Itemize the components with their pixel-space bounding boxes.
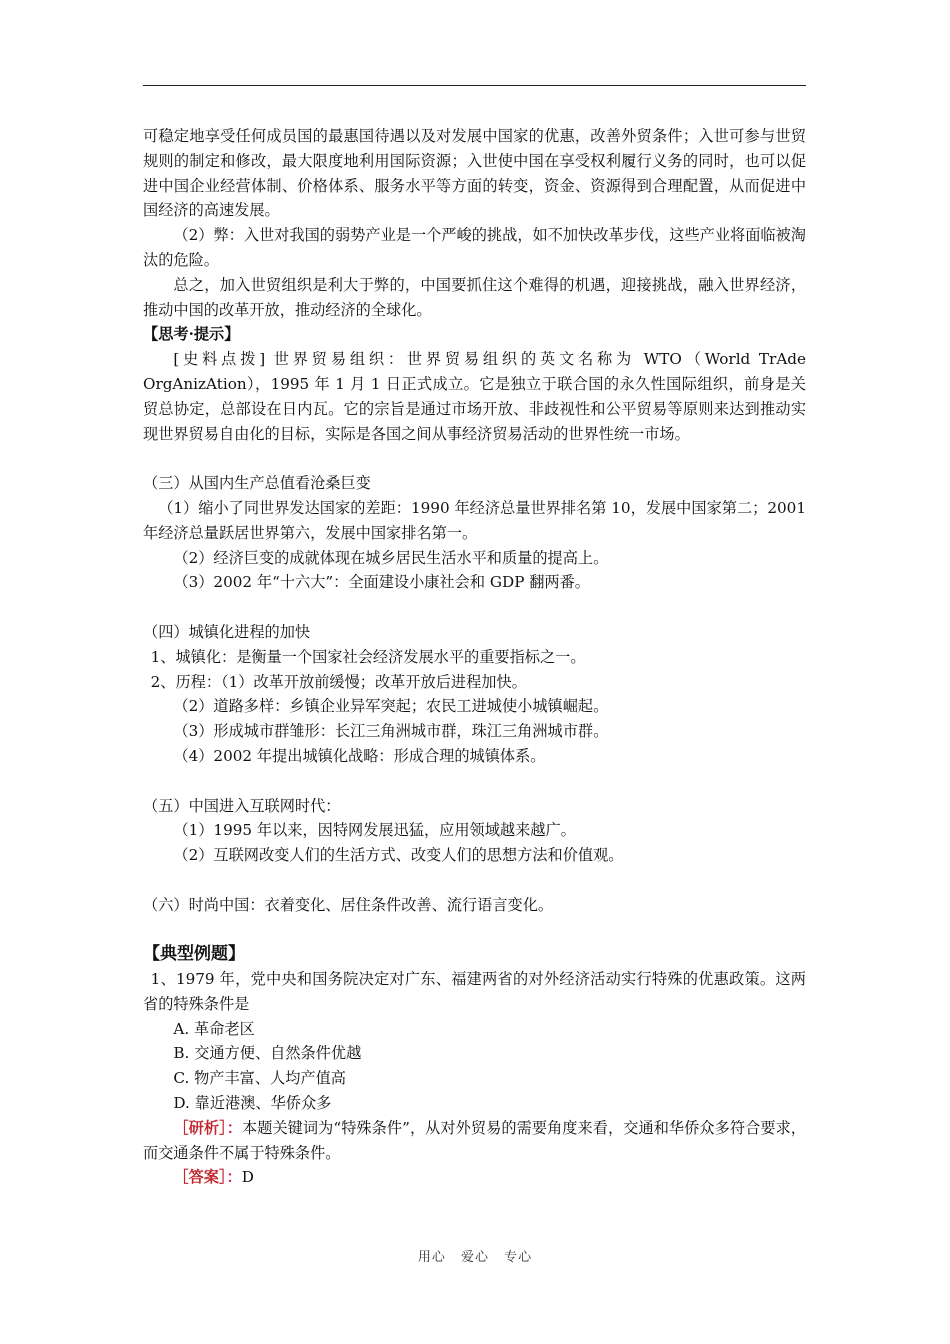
option-b: B. 交通方便、自然条件优越	[173, 1044, 362, 1063]
section-3-title: （三）从国内生产总值看沧桑巨变	[143, 474, 371, 493]
page-footer	[0, 1246, 950, 1265]
section-3-item-1: （1）缩小了同世界发达国家的差距：1990 年经济总量世界排名第 10，发展中国家第二；2001 年经济总量跃居世界第六，发展中国家排名第一。	[143, 498, 806, 542]
section-6-title: （六）时尚中国：衣着变化、居住条件改善、流行语言变化。	[143, 895, 554, 914]
analysis	[143, 1116, 806, 1166]
think-text: [史料点拨] 世界贸易组织：世界贸易组织的英文名称为 WTO（World TrAde OrgAnizAtion），1995 年 1 月 1 日正式成立。它是独立于联合国的永久性国际组织，前身是关贸总协定，总部设在日内瓦。它的宗旨是通过市场开放、非歧视性和公平贸易等原则来达到推动实现世界贸易自由化的目标，实际是各国之间从事经济贸易活动的世界性统一市场。	[143, 350, 806, 443]
think-heading: 【思考·提示】	[143, 325, 240, 344]
footer-word-1: 用心	[417, 1250, 446, 1265]
section-4-item-1: 1、城镇化：是衡量一个国家社会经济发展水平的重要指标之一。	[150, 647, 586, 666]
answer-label: ［答案］：	[173, 1168, 242, 1187]
paragraph-wto-drawbacks: （2）弊：入世对我国的弱势产业是一个严峻的挑战，如不加快改革步伐，这些产业将面临被淘汰的危险。	[143, 226, 806, 269]
section-4-item-4: （3）形成城市群雏形：长江三角洲城市群，珠江三角洲城市群。	[173, 722, 609, 741]
section-5-item-1: （1）1995 年以来，因特网发展迅猛，应用领域越来越广。	[173, 821, 576, 840]
section-3-item-3: （3）2002 年“十六大”：全面建设小康社会和 GDP 翻两番。	[173, 573, 590, 592]
section-4-item-2: 2、历程：（1）改革开放前缓慢；改革开放后进程加快。	[150, 672, 527, 691]
example-heading: 【典型例题】	[143, 944, 245, 965]
answer	[143, 1165, 806, 1190]
footer-word-2: 爱心	[460, 1250, 489, 1265]
analysis-label: ［研析］：	[173, 1118, 242, 1137]
section-4-item-5: （4）2002 年提出城镇化战略：形成合理的城镇体系。	[173, 746, 546, 765]
paragraph-summary: 总之，加入世贸组织是利大于弊的，中国要抓住这个难得的机遇，迎接挑战，融入世界经济，推动中国的改革开放，推动经济的全球化。	[143, 275, 806, 319]
section-5-item-2: （2）互联网改变人们的生活方式、改变人们的思想方法和价值观。	[173, 846, 624, 865]
section-3-item-2: （2）经济巨变的成就体现在城乡居民生活水平和质量的提高上。	[173, 548, 609, 567]
option-d: D. 靠近港澳、华侨众多	[173, 1094, 332, 1113]
document-body	[143, 124, 806, 1190]
section-4-item-3: （2）道路多样：乡镇企业异军突起；农民工进城使小城镇崛起。	[173, 697, 609, 716]
section-5-title: （五）中国进入互联网时代：	[143, 796, 341, 815]
header-rule	[143, 85, 806, 86]
answer-value: D	[241, 1168, 254, 1187]
footer-word-3: 专心	[504, 1250, 533, 1265]
section-4-title: （四）城镇化进程的加快	[143, 622, 311, 641]
option-a: A. 革命老区	[173, 1019, 255, 1038]
option-c: C. 物产丰富、人均产值高	[173, 1069, 346, 1088]
paragraph-wto-benefits: 可稳定地享受任何成员国的最惠国待遇以及对发展中国家的优惠，改善外贸条件；入世可参与世贸规则的制定和修改，最大限度地利用国际资源；入世使中国在享受权利履行义务的同时，也可以促进中国企业经营体制、价格体系、服务水平等方面的转变，资金、资源得到合理配置，从而促进中国经济的高速发展。	[143, 127, 806, 220]
example-question: 1、1979 年，党中央和国务院决定对广东、福建两省的对外经济活动实行特殊的优惠政策。这两省的特殊条件是	[143, 970, 806, 1013]
analysis-text: 本题关键词为“特殊条件”，从对外贸易的需要角度来看，交通和华侨众多符合要求，而交通条件不属于特殊条件。	[143, 1118, 806, 1162]
